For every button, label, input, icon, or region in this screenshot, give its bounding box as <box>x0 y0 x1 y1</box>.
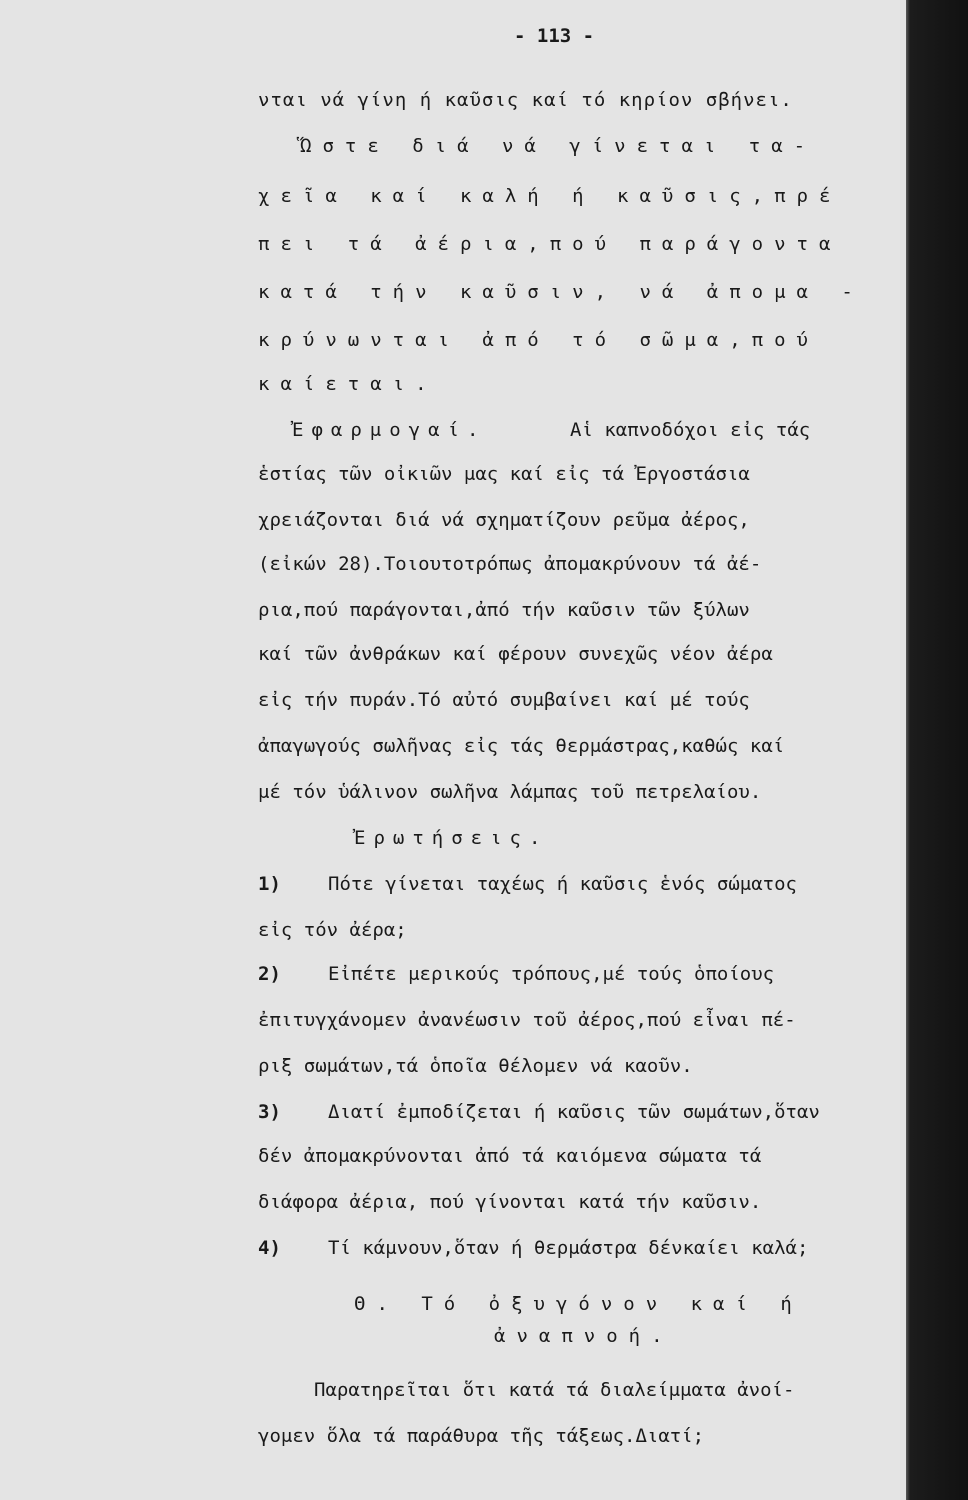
text-line: γομεν ὅλα τά παράθυρα τῆς τάξεως.Διατί; <box>258 1425 705 1447</box>
text-line: εἰς τήν πυράν.Τό αὐτό συμβαίνει καί μέ τούς <box>258 689 750 711</box>
text-line: ρια,πού παράγονται,ἀπό τήν καῦσιν τῶν ξύλων <box>258 599 750 621</box>
text-line: Ὥστε διά νά γίνεται τα- <box>300 135 817 157</box>
text-line: μέ τόν ὑάλινον σωλῆνα λάμπας τοῦ πετρελαίου. <box>258 781 762 803</box>
text-line: καίεται. <box>258 373 438 395</box>
page-edge-shadow <box>906 0 968 1500</box>
text-line: Αἱ καπνοδόχοι εἰς τάς <box>570 419 811 441</box>
text-line: κρύνωνται ἀπό τό σῶμα,πού <box>258 329 819 351</box>
text-line: καί τῶν ἀνθράκων καί φέρουν συνεχῶς νέον ἀέρα <box>258 643 773 665</box>
text-line: νται νά γίνη ή καῦσις καί τό κηρίον σβήνει. <box>258 89 793 111</box>
question-number: 1) <box>258 873 281 895</box>
question-line: διάφορα ἀέρια, πού γίνονται κατά τήν καῦσιν. <box>258 1191 762 1213</box>
questions-heading: Ἐρωτήσεις. <box>354 827 549 849</box>
section-heading: ἀναπνοή. <box>494 1325 674 1347</box>
question-line: ριξ σωμάτων,τά ὁποῖα θέλομεν νά καοῦν. <box>258 1055 693 1077</box>
question-line: Εἰπέτε μερικούς τρόπους,μέ τούς ὁποίους <box>328 963 775 985</box>
question-number: 3) <box>258 1101 281 1123</box>
section-heading: Θ. Τό ὀξυγόνον καί ή <box>354 1293 803 1315</box>
text-line: Παρατηρεῖται ὅτι κατά τά διαλείμματα ἀνοί- <box>314 1379 795 1401</box>
text-line: χρειάζονται διά νά σχηματίζουν ρεῦμα ἀέρος, <box>258 509 750 531</box>
paragraph-heading: Ἐφαρμογαί. <box>292 419 487 441</box>
text-line: ἀπαγωγούς σωλῆνας εἰς τάς θερμάστρας,καθώς καί <box>258 735 785 757</box>
text-line: πει τά ἀέρια,πού παράγοντα <box>258 233 842 255</box>
question-number: 2) <box>258 963 281 985</box>
question-line: Διατί ἐμποδίζεται ή καῦσις τῶν σωμάτων,ὅταν <box>328 1101 820 1123</box>
text-line: (εἰκών 28).Τοιουτοτρόπως ἀπομακρύνουν τά ἀέ- <box>258 553 762 575</box>
question-number: 4) <box>258 1237 281 1259</box>
question-line: δέν ἀπομακρύνονται ἀπό τά καιόμενα σώματα τά <box>258 1145 762 1167</box>
page-number: - 113 - <box>514 25 595 47</box>
text-line: ἑστίας τῶν οἰκιῶν μας καί εἰς τά Ἐργοστάσια <box>258 463 750 485</box>
question-line: Τί κάμνουν,ὅταν ή θερμάστρα δένκαίει καλά; <box>328 1237 809 1259</box>
text-line: κατά τήν καῦσιν, νά ἀπομα - <box>258 281 864 303</box>
question-line: εἰς τόν ἀέρα; <box>258 919 407 941</box>
question-line: ἐπιτυγχάνομεν ἀνανέωσιν τοῦ ἀέρος,πού εἶναι πέ- <box>258 1009 796 1031</box>
text-line: χεῖα καί καλή ή καῦσις,πρέ <box>258 185 842 207</box>
question-line: Πότε γίνεται ταχέως ή καῦσις ἑνός σώματος <box>328 873 797 895</box>
